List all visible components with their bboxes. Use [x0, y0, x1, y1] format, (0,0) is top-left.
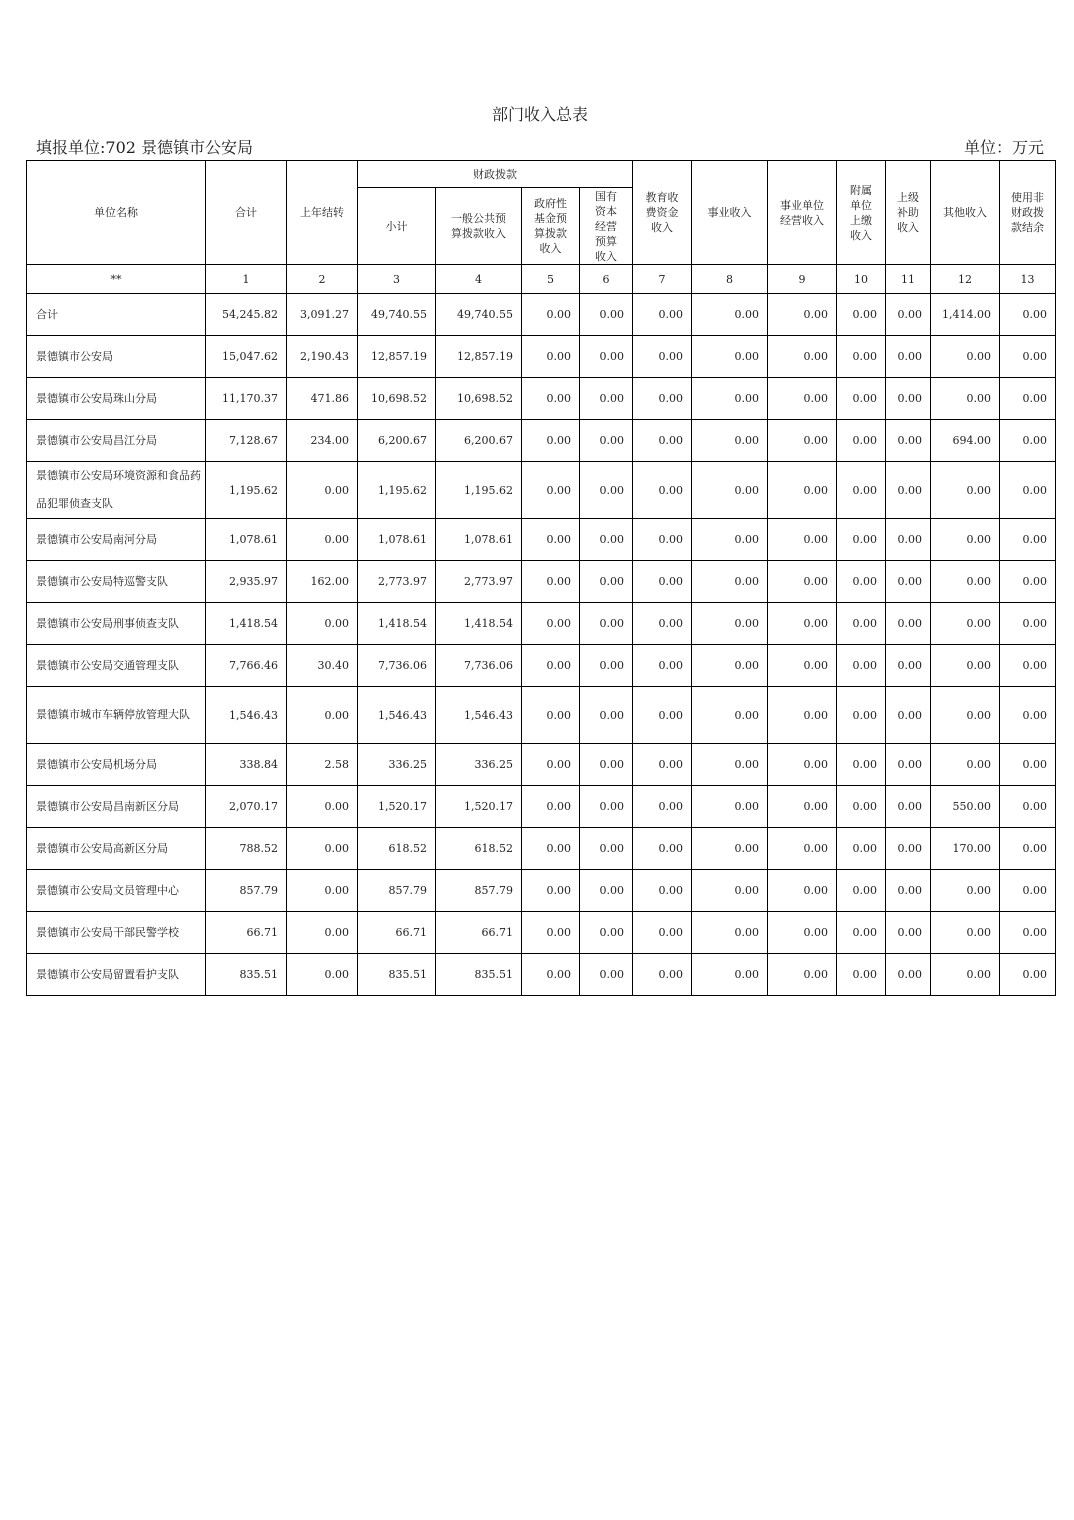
header-edu-fee: 教育收费资金收入: [633, 161, 692, 265]
table-row: [27, 786, 1056, 828]
value-cell: 11,170.37: [206, 378, 287, 420]
value-cell: 0.00: [287, 870, 358, 912]
value-cell: 0.00: [931, 378, 1000, 420]
value-cell: 0.00: [768, 828, 837, 870]
table-row: [27, 744, 1056, 786]
value-cell: 0.00: [1000, 828, 1056, 870]
value-cell: 0.00: [1000, 603, 1056, 645]
value-cell: 0.00: [580, 420, 633, 462]
value-cell: 0.00: [692, 420, 768, 462]
value-cell: 0.00: [287, 603, 358, 645]
unit-name-cell: 景德镇市公安局特巡警支队: [27, 561, 206, 603]
value-cell: 0.00: [522, 462, 580, 519]
table-body: [27, 294, 1056, 996]
value-cell: 694.00: [931, 420, 1000, 462]
value-cell: 162.00: [287, 561, 358, 603]
value-cell: 0.00: [287, 828, 358, 870]
unit-name-cell: 景德镇市公安局昌南新区分局: [27, 786, 206, 828]
value-cell: 0.00: [522, 645, 580, 687]
value-cell: 1,546.43: [436, 687, 522, 744]
value-cell: 2,773.97: [358, 561, 436, 603]
value-cell: 471.86: [287, 378, 358, 420]
value-cell: 0.00: [886, 294, 931, 336]
value-cell: 0.00: [886, 786, 931, 828]
value-cell: 1,418.54: [358, 603, 436, 645]
header-total: 合计: [206, 161, 287, 265]
value-cell: 0.00: [837, 519, 886, 561]
table-row: [27, 828, 1056, 870]
value-cell: 0.00: [287, 519, 358, 561]
value-cell: 0.00: [837, 744, 886, 786]
value-cell: 0.00: [931, 603, 1000, 645]
value-cell: 0.00: [580, 645, 633, 687]
column-index-cell: 11: [886, 265, 931, 294]
value-cell: 0.00: [580, 786, 633, 828]
value-cell: 0.00: [633, 603, 692, 645]
value-cell: 835.51: [206, 954, 287, 996]
table-row: [27, 954, 1056, 996]
value-cell: 338.84: [206, 744, 287, 786]
header-non-fiscal-balance: 使用非财政拨款结余: [1000, 161, 1056, 265]
value-cell: 2,190.43: [287, 336, 358, 378]
table-row: [27, 870, 1056, 912]
unit-name-cell: 景德镇市公安局高新区分局: [27, 828, 206, 870]
value-cell: 857.79: [436, 870, 522, 912]
value-cell: 66.71: [436, 912, 522, 954]
value-cell: 0.00: [837, 336, 886, 378]
value-cell: 0.00: [886, 336, 931, 378]
unit-name-cell: 景德镇市公安局文员管理中心: [27, 870, 206, 912]
value-cell: 0.00: [1000, 645, 1056, 687]
value-cell: 857.79: [358, 870, 436, 912]
column-index-cell: 3: [358, 265, 436, 294]
value-cell: 1,520.17: [436, 786, 522, 828]
value-cell: 0.00: [692, 519, 768, 561]
value-cell: 0.00: [633, 645, 692, 687]
value-cell: 0.00: [768, 462, 837, 519]
value-cell: 49,740.55: [436, 294, 522, 336]
value-cell: 0.00: [580, 519, 633, 561]
value-cell: 857.79: [206, 870, 287, 912]
value-cell: 7,736.06: [436, 645, 522, 687]
header-state-capital: 国有资本经营预算收入: [580, 188, 633, 265]
value-cell: 835.51: [436, 954, 522, 996]
value-cell: 0.00: [580, 378, 633, 420]
value-cell: 6,200.67: [358, 420, 436, 462]
value-cell: 0.00: [633, 744, 692, 786]
value-cell: 0.00: [633, 462, 692, 519]
value-cell: 0.00: [931, 744, 1000, 786]
header-carryover: 上年结转: [287, 161, 358, 265]
value-cell: 0.00: [633, 519, 692, 561]
value-cell: 0.00: [522, 420, 580, 462]
column-index-cell: 5: [522, 265, 580, 294]
header-unit-name: 单位名称: [27, 161, 206, 265]
value-cell: 0.00: [886, 687, 931, 744]
table-row: [27, 294, 1056, 336]
value-cell: 0.00: [522, 744, 580, 786]
value-cell: 0.00: [692, 603, 768, 645]
value-cell: 234.00: [287, 420, 358, 462]
value-cell: 0.00: [633, 294, 692, 336]
value-cell: 49,740.55: [358, 294, 436, 336]
unit-name-cell: 景德镇市公安局: [27, 336, 206, 378]
column-index-cell: 9: [768, 265, 837, 294]
value-cell: 0.00: [931, 687, 1000, 744]
value-cell: 0.00: [522, 912, 580, 954]
value-cell: 788.52: [206, 828, 287, 870]
value-cell: 0.00: [837, 294, 886, 336]
value-cell: 1,195.62: [358, 462, 436, 519]
table-row: [27, 420, 1056, 462]
value-cell: 336.25: [436, 744, 522, 786]
value-cell: 0.00: [768, 561, 837, 603]
value-cell: 0.00: [768, 294, 837, 336]
header-business-income: 事业收入: [692, 161, 768, 265]
income-summary-table: [26, 160, 1056, 996]
unit-name-cell: 景德镇市公安局刑事侦查支队: [27, 603, 206, 645]
column-index-cell: 2: [287, 265, 358, 294]
value-cell: 6,200.67: [436, 420, 522, 462]
value-cell: 0.00: [768, 954, 837, 996]
value-cell: 0.00: [692, 294, 768, 336]
value-cell: 0.00: [633, 336, 692, 378]
value-cell: 0.00: [522, 519, 580, 561]
value-cell: 7,766.46: [206, 645, 287, 687]
table-row: [27, 912, 1056, 954]
value-cell: 0.00: [886, 912, 931, 954]
value-cell: 0.00: [692, 744, 768, 786]
value-cell: 0.00: [1000, 519, 1056, 561]
unit-name-cell: 景德镇市公安局昌江分局: [27, 420, 206, 462]
value-cell: 1,078.61: [436, 519, 522, 561]
value-cell: 0.00: [633, 687, 692, 744]
value-cell: 0.00: [692, 687, 768, 744]
value-cell: 0.00: [837, 870, 886, 912]
value-cell: 0.00: [633, 870, 692, 912]
value-cell: 0.00: [837, 645, 886, 687]
value-cell: 0.00: [886, 954, 931, 996]
value-cell: 0.00: [522, 561, 580, 603]
value-cell: 0.00: [633, 378, 692, 420]
value-cell: 0.00: [1000, 786, 1056, 828]
unit-name-cell: 景德镇市城市车辆停放管理大队: [27, 687, 206, 744]
column-index-cell: **: [27, 265, 206, 294]
unit-name-cell: 景德镇市公安局南河分局: [27, 519, 206, 561]
value-cell: 550.00: [931, 786, 1000, 828]
value-cell: 0.00: [692, 561, 768, 603]
header-business-operating: 事业单位经营收入: [768, 161, 837, 265]
value-cell: 0.00: [580, 603, 633, 645]
page-title: 部门收入总表: [491, 105, 588, 124]
header-gov-fund: 政府性基金预算拨款收入: [522, 188, 580, 265]
column-index-cell: 7: [633, 265, 692, 294]
header-affiliated: 附属单位上缴收入: [837, 161, 886, 265]
value-cell: 2,773.97: [436, 561, 522, 603]
value-cell: 0.00: [931, 336, 1000, 378]
column-index-row: [27, 265, 1056, 294]
value-cell: 0.00: [692, 378, 768, 420]
value-cell: 0.00: [1000, 462, 1056, 519]
value-cell: 1,418.54: [206, 603, 287, 645]
value-cell: 0.00: [287, 462, 358, 519]
column-index-cell: 13: [1000, 265, 1056, 294]
value-cell: 0.00: [692, 870, 768, 912]
value-cell: 0.00: [692, 645, 768, 687]
value-cell: 0.00: [886, 420, 931, 462]
column-index-cell: 1: [206, 265, 287, 294]
value-cell: 2.58: [287, 744, 358, 786]
value-cell: 0.00: [931, 561, 1000, 603]
header-subtotal: 小计: [358, 188, 436, 265]
value-cell: 0.00: [580, 744, 633, 786]
value-cell: 0.00: [522, 336, 580, 378]
value-cell: 66.71: [358, 912, 436, 954]
value-cell: 0.00: [837, 954, 886, 996]
value-cell: 1,195.62: [206, 462, 287, 519]
reporting-unit: 填报单位:702 景德镇市公安局: [36, 138, 254, 157]
currency-unit: 单位：万元: [963, 138, 1044, 157]
value-cell: 1,078.61: [206, 519, 287, 561]
column-index-cell: 12: [931, 265, 1000, 294]
header-superior-subsidy: 上级补助收入: [886, 161, 931, 265]
value-cell: 0.00: [580, 828, 633, 870]
value-cell: 0.00: [768, 378, 837, 420]
value-cell: 1,414.00: [931, 294, 1000, 336]
value-cell: 0.00: [931, 462, 1000, 519]
value-cell: 0.00: [931, 912, 1000, 954]
value-cell: 170.00: [931, 828, 1000, 870]
value-cell: 0.00: [287, 912, 358, 954]
value-cell: 0.00: [580, 870, 633, 912]
unit-name-cell: 景德镇市公安局干部民警学校: [27, 912, 206, 954]
value-cell: 0.00: [633, 786, 692, 828]
value-cell: 0.00: [1000, 294, 1056, 336]
value-cell: 0.00: [522, 603, 580, 645]
value-cell: 0.00: [886, 561, 931, 603]
value-cell: 0.00: [886, 378, 931, 420]
value-cell: 0.00: [931, 645, 1000, 687]
unit-name-cell: 景德镇市公安局环境资源和食品药品犯罪侦查支队: [27, 462, 206, 519]
value-cell: 0.00: [1000, 336, 1056, 378]
value-cell: 0.00: [580, 912, 633, 954]
value-cell: 0.00: [522, 870, 580, 912]
value-cell: 835.51: [358, 954, 436, 996]
value-cell: 30.40: [287, 645, 358, 687]
value-cell: 0.00: [692, 828, 768, 870]
value-cell: 0.00: [768, 687, 837, 744]
value-cell: 66.71: [206, 912, 287, 954]
value-cell: 1,418.54: [436, 603, 522, 645]
value-cell: 0.00: [837, 786, 886, 828]
column-index-cell: 4: [436, 265, 522, 294]
value-cell: 0.00: [886, 645, 931, 687]
value-cell: 0.00: [580, 687, 633, 744]
value-cell: 0.00: [522, 828, 580, 870]
value-cell: 0.00: [287, 687, 358, 744]
value-cell: 0.00: [692, 786, 768, 828]
value-cell: 0.00: [692, 912, 768, 954]
value-cell: 0.00: [1000, 870, 1056, 912]
value-cell: 0.00: [886, 744, 931, 786]
value-cell: 2,070.17: [206, 786, 287, 828]
value-cell: 0.00: [768, 420, 837, 462]
value-cell: 54,245.82: [206, 294, 287, 336]
value-cell: 0.00: [287, 786, 358, 828]
header-fiscal-group: 财政拨款: [358, 161, 633, 188]
value-cell: 12,857.19: [358, 336, 436, 378]
value-cell: 15,047.62: [206, 336, 287, 378]
value-cell: 0.00: [886, 462, 931, 519]
value-cell: 0.00: [768, 912, 837, 954]
value-cell: 0.00: [522, 294, 580, 336]
table-row: [27, 687, 1056, 744]
value-cell: 0.00: [768, 744, 837, 786]
table-row: [27, 561, 1056, 603]
column-index-cell: 6: [580, 265, 633, 294]
value-cell: 0.00: [580, 336, 633, 378]
table-row: [27, 378, 1056, 420]
value-cell: 0.00: [1000, 420, 1056, 462]
value-cell: 3,091.27: [287, 294, 358, 336]
value-cell: 0.00: [768, 336, 837, 378]
value-cell: 0.00: [837, 603, 886, 645]
value-cell: 1,546.43: [358, 687, 436, 744]
value-cell: 0.00: [580, 561, 633, 603]
value-cell: 0.00: [692, 954, 768, 996]
value-cell: 0.00: [768, 603, 837, 645]
value-cell: 0.00: [837, 378, 886, 420]
value-cell: 10,698.52: [436, 378, 522, 420]
table-row: [27, 603, 1056, 645]
value-cell: 0.00: [522, 378, 580, 420]
value-cell: 0.00: [1000, 744, 1056, 786]
value-cell: 0.00: [837, 420, 886, 462]
value-cell: 0.00: [1000, 687, 1056, 744]
value-cell: 0.00: [931, 954, 1000, 996]
column-index-cell: 10: [837, 265, 886, 294]
value-cell: 0.00: [837, 687, 886, 744]
column-index-cell: 8: [692, 265, 768, 294]
value-cell: 0.00: [692, 462, 768, 519]
value-cell: 0.00: [837, 828, 886, 870]
value-cell: 0.00: [1000, 912, 1056, 954]
value-cell: 0.00: [886, 603, 931, 645]
value-cell: 0.00: [633, 954, 692, 996]
value-cell: 0.00: [768, 519, 837, 561]
value-cell: 0.00: [522, 954, 580, 996]
value-cell: 0.00: [580, 294, 633, 336]
value-cell: 0.00: [1000, 561, 1056, 603]
value-cell: 7,736.06: [358, 645, 436, 687]
value-cell: 0.00: [931, 519, 1000, 561]
unit-name-cell: 景德镇市公安局留置看护支队: [27, 954, 206, 996]
table-row: [27, 519, 1056, 561]
value-cell: 0.00: [768, 786, 837, 828]
value-cell: 1,546.43: [206, 687, 287, 744]
header-general-budget: 一般公共预算拨款收入: [436, 188, 522, 265]
value-cell: 0.00: [633, 828, 692, 870]
value-cell: 0.00: [580, 954, 633, 996]
value-cell: 618.52: [358, 828, 436, 870]
table-row: [27, 336, 1056, 378]
unit-name-cell: 合计: [27, 294, 206, 336]
value-cell: 0.00: [768, 645, 837, 687]
value-cell: 0.00: [931, 870, 1000, 912]
table-row: [27, 462, 1056, 519]
value-cell: 0.00: [837, 912, 886, 954]
value-cell: 2,935.97: [206, 561, 287, 603]
value-cell: 7,128.67: [206, 420, 287, 462]
value-cell: 0.00: [287, 954, 358, 996]
value-cell: 1,078.61: [358, 519, 436, 561]
value-cell: 0.00: [768, 870, 837, 912]
value-cell: 0.00: [1000, 378, 1056, 420]
value-cell: 1,520.17: [358, 786, 436, 828]
value-cell: 336.25: [358, 744, 436, 786]
value-cell: 1,195.62: [436, 462, 522, 519]
value-cell: 0.00: [633, 561, 692, 603]
value-cell: 0.00: [886, 870, 931, 912]
value-cell: 0.00: [522, 786, 580, 828]
value-cell: 0.00: [522, 687, 580, 744]
header-other-income: 其他收入: [931, 161, 1000, 265]
unit-name-cell: 景德镇市公安局机场分局: [27, 744, 206, 786]
value-cell: 0.00: [1000, 954, 1056, 996]
value-cell: 0.00: [580, 462, 633, 519]
value-cell: 618.52: [436, 828, 522, 870]
value-cell: 12,857.19: [436, 336, 522, 378]
value-cell: 0.00: [886, 828, 931, 870]
value-cell: 10,698.52: [358, 378, 436, 420]
value-cell: 0.00: [837, 462, 886, 519]
value-cell: 0.00: [633, 420, 692, 462]
unit-name-cell: 景德镇市公安局交通管理支队: [27, 645, 206, 687]
value-cell: 0.00: [837, 561, 886, 603]
value-cell: 0.00: [886, 519, 931, 561]
table-row: [27, 645, 1056, 687]
unit-name-cell: 景德镇市公安局珠山分局: [27, 378, 206, 420]
value-cell: 0.00: [692, 336, 768, 378]
value-cell: 0.00: [633, 912, 692, 954]
